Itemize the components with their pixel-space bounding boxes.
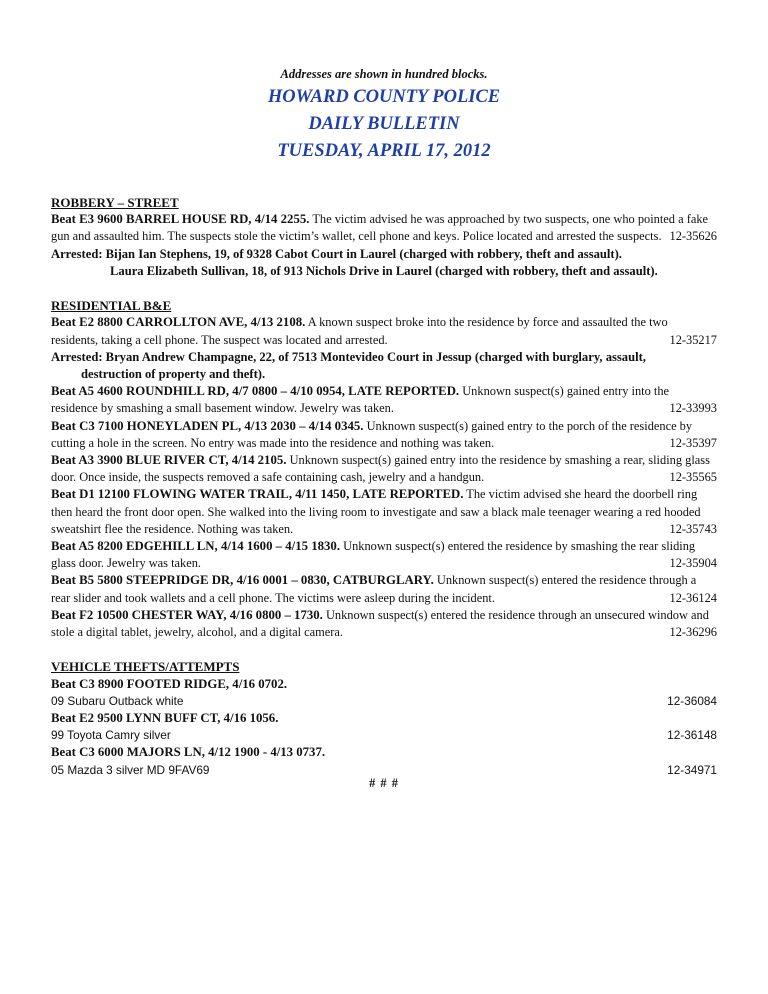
address-note: Addresses are shown in hundred blocks. (280, 67, 488, 81)
vehicle-description: 09 Subaru Outback white (51, 693, 184, 708)
incident-location: Beat A5 8200 EDGEHILL LN, 4/14 1600 – 4/15 1830. (51, 539, 341, 554)
end-mark: # # # (369, 776, 399, 790)
incident-location: Beat D1 12100 FLOWING WATER TRAIL, 4/11 1450, LATE REPORTED. (51, 487, 464, 502)
incident-entry (51, 314, 717, 348)
arrest-line (51, 246, 717, 263)
arrest-label: Arrested: (51, 349, 106, 364)
vehicle-row (51, 727, 717, 744)
incident-text: Unknown suspect(s) gained entry to the porch of the residence by cutting a hole in the screen. No entry was made into the residence and nothing was taken. (51, 418, 693, 450)
incident-text: Unknown suspect(s) gained entry into the residence by smashing a rear, sliding glass door. Once inside, the suspects removed a safe containing cash, jewelry and a handgun. (51, 453, 710, 485)
incident-text: The victim advised he was approached by two suspects, one who pointed a fake gun and assaulted him. The suspects stole the victim’s wallet, cell phone and keys. Police located and arrested the suspects. (51, 212, 709, 244)
incident-location: Beat C3 6000 MAJORS LN, 4/12 1900 - 4/13 0737. (51, 745, 326, 760)
incident-location: Beat E3 9600 BARREL HOUSE RD, 4/14 2255. (51, 212, 310, 227)
case-number: 12-34971 (667, 762, 717, 777)
arrest-label: Arrested: (51, 246, 106, 261)
incident-location: Beat A3 3900 BLUE RIVER CT, 4/14 2105. (51, 453, 287, 468)
incident-text: The victim advised she heard the doorbell ring then heard the front door open. She walked into the living room to investigate and saw a black male teenager wearing a red hooded sweatshirt flee the residence. Nothing was taken. (51, 487, 701, 536)
case-number: 12-35743 (669, 521, 717, 536)
incident-text: A known suspect broke into the residence by force and assaulted the two residents, taking a cell phone. The suspect was located and arrested. (51, 315, 668, 347)
incident-text: Unknown suspect(s) entered the residence through a rear slider and took wallets and a cell phone. The victims were asleep during the incident. (51, 573, 697, 605)
incident-location: Beat F2 10500 CHESTER WAY, 4/16 0800 – 1730. (51, 607, 323, 622)
bulletin-content (51, 194, 717, 779)
incident-text: Unknown suspect(s) entered the residence by smashing the rear sliding glass door. Jewelry was taken. (51, 539, 696, 571)
agency-title: HOWARD COUNTY POLICE (267, 87, 501, 107)
case-number: 12-36148 (667, 728, 717, 743)
incident-entry (51, 607, 717, 641)
vehicle-description: 99 Toyota Camry silver (51, 728, 171, 743)
case-number: 12-33993 (669, 401, 717, 416)
incident-location: Beat E2 8800 CARROLLTON AVE, 4/13 2108. (51, 315, 306, 330)
arrest-charges-continued: destruction of property and theft). (81, 367, 266, 382)
incident-text: Unknown suspect(s) entered the residence through an unsecured window and stole a digital tablet, jewelry, alcohol, and a digital camera. (51, 607, 709, 640)
case-number: 12-35397 (669, 435, 717, 450)
incident-entry (51, 383, 717, 417)
incident-location: Beat E2 9500 LYNN BUFF CT, 4/16 1056. (51, 711, 279, 726)
incident-location: Beat C3 7100 HONEYLADEN PL, 4/13 2030 – 4/14 0345. (51, 418, 364, 433)
vehicle-description: 05 Mazda 3 silver MD 9FAV69 (51, 762, 210, 777)
arrestee: Bijan Ian Stephens, 19, of 9328 Cabot Court in Laurel (charged with robbery, theft and assault). (105, 246, 622, 261)
section-heading-vehicle: VEHICLE THEFTS/ATTEMPTS (51, 659, 240, 675)
case-number: 12-35626 (669, 229, 717, 244)
bulletin-date: TUESDAY, APRIL 17, 2012 (277, 141, 491, 161)
incident-location: Beat B5 5800 STEEPRIDGE DR, 4/16 0001 – 0830, CATBURGLARY. (51, 573, 434, 588)
arrestee: Laura Elizabeth Sullivan, 18, of 913 Nichols Drive in Laurel (charged with robbery, theft and assault). (110, 263, 658, 278)
section-heading-residential: RESIDENTIAL B&E (51, 298, 172, 314)
case-number: 12-36296 (669, 625, 717, 640)
bulletin-title: DAILY BULLETIN (308, 114, 460, 134)
incident-entry (51, 418, 717, 452)
incident-text: Unknown suspect(s) gained entry into the residence by smashing a small basement window. Jewelry was taken. (51, 384, 670, 416)
case-number: 12-36084 (667, 693, 717, 708)
incident-entry (51, 452, 717, 486)
case-number: 12-36124 (669, 590, 717, 605)
incident-entry (51, 538, 717, 572)
case-number: 12-35904 (669, 556, 717, 571)
incident-entry (51, 211, 717, 245)
arrest-line (51, 349, 717, 366)
case-number: 12-35565 (669, 470, 717, 485)
arrestee: Bryan Andrew Champagne, 22, of 7513 Montevideo Court in Jessup (charged with burglary, assault, (105, 349, 646, 364)
incident-location: Beat C3 8900 FOOTED RIDGE, 4/16 0702. (51, 676, 288, 691)
section-heading-robbery: ROBBERY – STREET (51, 195, 179, 210)
incident-entry (51, 572, 717, 606)
incident-location: Beat A5 4600 ROUNDHILL RD, 4/7 0800 – 4/10 0954, LATE REPORTED. (51, 384, 460, 399)
incident-entry (51, 486, 717, 538)
vehicle-row (51, 693, 717, 710)
case-number: 12-35217 (669, 332, 717, 347)
